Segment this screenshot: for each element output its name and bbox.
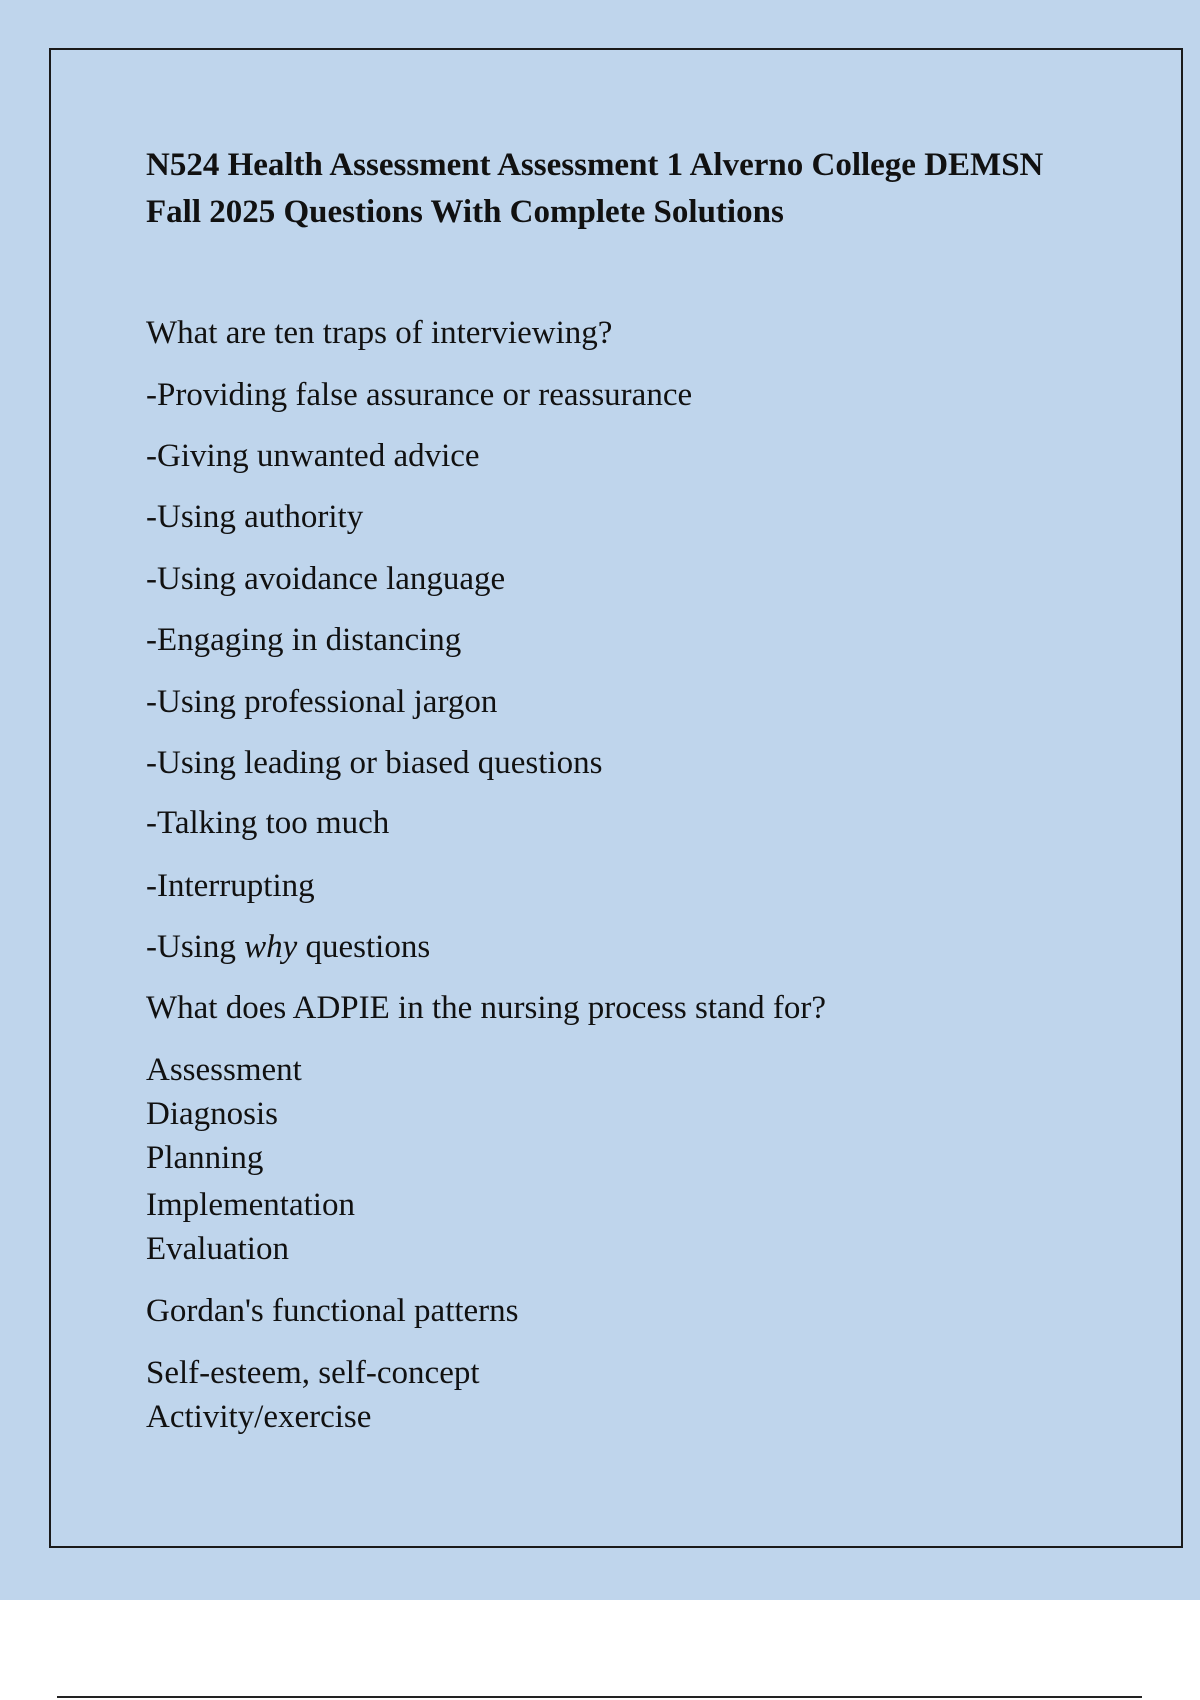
answer-line: -Providing false assurance or reassurance (146, 377, 693, 413)
answer-line: -Using authority (146, 499, 364, 535)
answer-line: -Engaging in distancing (146, 622, 462, 658)
answer-line: Diagnosis (146, 1096, 278, 1132)
question-adpie: What does ADPIE in the nursing process stand for? (146, 990, 827, 1026)
answer-line: Implementation (146, 1187, 355, 1223)
answer-line: -Using professional jargon (146, 684, 498, 720)
answer-line: Planning (146, 1140, 264, 1176)
answer-suffix: questions (297, 929, 431, 965)
answer-line: -Interrupting (146, 868, 315, 904)
question-interview-traps: What are ten traps of interviewing? (146, 315, 613, 351)
answer-line: -Using leading or biased questions (146, 745, 603, 781)
answer-line: Activity/exercise (146, 1399, 372, 1435)
answer-emphasis: why (244, 929, 298, 965)
answer-line: Assessment (146, 1052, 302, 1088)
question-gordon-patterns: Gordan's functional patterns (146, 1293, 519, 1329)
answer-line: -Talking too much (146, 805, 390, 841)
answer-line: -Giving unwanted advice (146, 438, 480, 474)
answer-line: Self-esteem, self-concept (146, 1355, 480, 1391)
answer-line: -Using avoidance language (146, 561, 506, 597)
answer-prefix: -Using (146, 929, 245, 965)
answer-line-why-questions (146, 927, 430, 967)
document-title: N524 Health Assessment Assessment 1 Alverno College DEMSN Fall 2025 Questions With Complete Solutions (146, 147, 1044, 230)
footer-rule (57, 1696, 1142, 1698)
answer-line: Evaluation (146, 1231, 289, 1267)
